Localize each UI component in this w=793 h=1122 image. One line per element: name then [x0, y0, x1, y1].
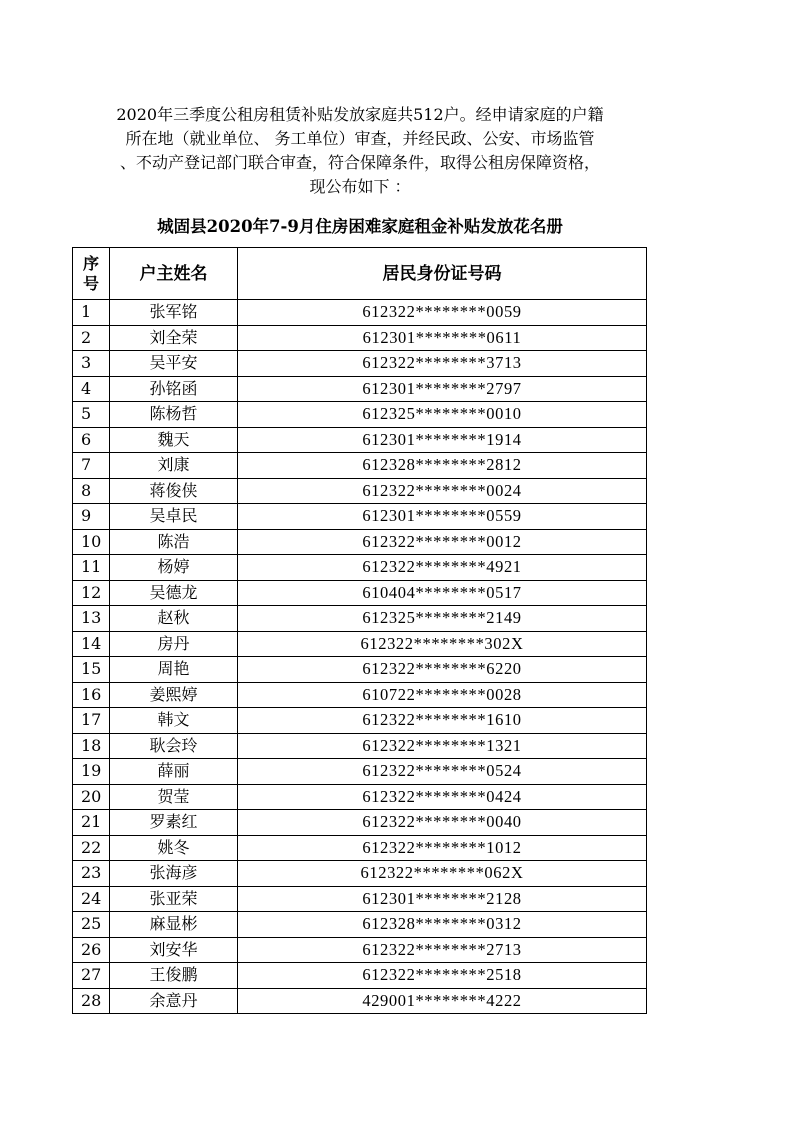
table-row [73, 504, 647, 530]
row-id-number: 612322********0024 [238, 478, 647, 504]
row-householder-name: 魏天 [110, 427, 238, 453]
row-serial-number: 27 [73, 963, 110, 989]
row-serial-number: 23 [73, 861, 110, 887]
row-householder-name: 刘安华 [110, 937, 238, 963]
row-serial-number: 11 [73, 555, 110, 581]
header-householder-name: 户主姓名 [110, 248, 238, 300]
row-householder-name: 张亚荣 [110, 886, 238, 912]
row-serial-number: 5 [73, 402, 110, 428]
row-householder-name: 孙铭函 [110, 376, 238, 402]
row-serial-number: 19 [73, 759, 110, 785]
table-row [73, 682, 647, 708]
row-id-number: 612322********0040 [238, 810, 647, 836]
row-serial-number: 15 [73, 657, 110, 683]
table-row [73, 580, 647, 606]
row-householder-name: 余意丹 [110, 988, 238, 1014]
row-id-number: 612328********2812 [238, 453, 647, 479]
subsidy-roster-table [72, 247, 647, 1014]
row-serial-number: 21 [73, 810, 110, 836]
table-row [73, 300, 647, 326]
row-serial-number: 8 [73, 478, 110, 504]
row-serial-number: 13 [73, 606, 110, 632]
row-id-number: 610404********0517 [238, 580, 647, 606]
row-id-number: 612325********0010 [238, 402, 647, 428]
row-householder-name: 张海彦 [110, 861, 238, 887]
row-householder-name: 姜熙婷 [110, 682, 238, 708]
row-id-number: 612322********302X [238, 631, 647, 657]
table-row [73, 759, 647, 785]
table-row [73, 606, 647, 632]
row-householder-name: 王俊鹏 [110, 963, 238, 989]
row-id-number: 612325********2149 [238, 606, 647, 632]
intro-line: 现公布如下 ： [309, 177, 411, 196]
header-serial-line1: 序 [82, 253, 99, 273]
row-id-number: 612322********3713 [238, 351, 647, 377]
table-row [73, 453, 647, 479]
row-serial-number: 26 [73, 937, 110, 963]
header-id-number: 居民身份证号码 [238, 248, 647, 300]
row-id-number: 612301********1914 [238, 427, 647, 453]
header-serial-line2: 号 [82, 273, 99, 293]
table-row [73, 529, 647, 555]
row-householder-name: 韩文 [110, 708, 238, 734]
row-serial-number: 4 [73, 376, 110, 402]
table-row [73, 835, 647, 861]
table-row [73, 886, 647, 912]
row-householder-name: 周艳 [110, 657, 238, 683]
row-serial-number: 12 [73, 580, 110, 606]
row-householder-name: 罗素红 [110, 810, 238, 836]
row-householder-name: 杨婷 [110, 555, 238, 581]
table-row [73, 937, 647, 963]
row-serial-number: 16 [73, 682, 110, 708]
intro-line: 所在地（就业单位、 务工单位）审查，并经民政、公安、市场监管 [125, 129, 595, 148]
table-body [73, 300, 647, 1014]
row-serial-number: 14 [73, 631, 110, 657]
header-serial-number [73, 248, 110, 300]
row-serial-number: 10 [73, 529, 110, 555]
row-id-number: 612328********0312 [238, 912, 647, 938]
row-serial-number: 6 [73, 427, 110, 453]
row-householder-name: 蒋俊侠 [110, 478, 238, 504]
row-householder-name: 刘全荣 [110, 325, 238, 351]
row-serial-number: 17 [73, 708, 110, 734]
row-householder-name: 张军铭 [110, 300, 238, 326]
row-householder-name: 耿会玲 [110, 733, 238, 759]
table-row [73, 657, 647, 683]
row-id-number: 612301********2128 [238, 886, 647, 912]
row-householder-name: 麻显彬 [110, 912, 238, 938]
table-row [73, 478, 647, 504]
table-row [73, 708, 647, 734]
row-householder-name: 房丹 [110, 631, 238, 657]
row-id-number: 612301********2797 [238, 376, 647, 402]
row-id-number: 612322********6220 [238, 657, 647, 683]
row-serial-number: 22 [73, 835, 110, 861]
intro-paragraph [74, 103, 646, 199]
row-householder-name: 赵秋 [110, 606, 238, 632]
row-id-number: 612322********2518 [238, 963, 647, 989]
intro-line: 、不动产登记部门联合审查，符合保障条件，取得公租房保障资格， [119, 153, 600, 172]
table-row [73, 427, 647, 453]
row-id-number: 612322********1012 [238, 835, 647, 861]
row-serial-number: 9 [73, 504, 110, 530]
row-serial-number: 24 [73, 886, 110, 912]
row-serial-number: 3 [73, 351, 110, 377]
row-id-number: 612301********0611 [238, 325, 647, 351]
row-serial-number: 7 [73, 453, 110, 479]
row-serial-number: 1 [73, 300, 110, 326]
row-serial-number: 18 [73, 733, 110, 759]
table-row [73, 351, 647, 377]
row-id-number: 612322********0012 [238, 529, 647, 555]
table-row [73, 555, 647, 581]
table-row [73, 861, 647, 887]
row-householder-name: 贺莹 [110, 784, 238, 810]
table-row [73, 376, 647, 402]
table-row [73, 631, 647, 657]
document-title: 城固县2020年7-9月住房困难家庭租金补贴发放花名册 [157, 217, 563, 236]
row-householder-name: 薛丽 [110, 759, 238, 785]
row-serial-number: 20 [73, 784, 110, 810]
row-id-number: 612322********4921 [238, 555, 647, 581]
row-id-number: 429001********4222 [238, 988, 647, 1014]
row-serial-number: 2 [73, 325, 110, 351]
row-householder-name: 吴德龙 [110, 580, 238, 606]
row-id-number: 612322********1321 [238, 733, 647, 759]
row-householder-name: 刘康 [110, 453, 238, 479]
table-row [73, 963, 647, 989]
row-id-number: 612322********062X [238, 861, 647, 887]
row-id-number: 612322********1610 [238, 708, 647, 734]
table-row [73, 810, 647, 836]
intro-line: 2020年三季度公租房租赁补贴发放家庭共512户。经申请家庭的户籍 [116, 105, 604, 124]
table-row [73, 912, 647, 938]
row-householder-name: 吴卓民 [110, 504, 238, 530]
table-row [73, 325, 647, 351]
table-row [73, 988, 647, 1014]
table-row [73, 733, 647, 759]
row-id-number: 612322********2713 [238, 937, 647, 963]
row-id-number: 612322********0524 [238, 759, 647, 785]
row-householder-name: 姚冬 [110, 835, 238, 861]
table-row [73, 784, 647, 810]
table-row [73, 402, 647, 428]
row-serial-number: 25 [73, 912, 110, 938]
row-id-number: 612322********0059 [238, 300, 647, 326]
table-header-row [73, 248, 647, 300]
row-id-number: 612301********0559 [238, 504, 647, 530]
row-householder-name: 陈浩 [110, 529, 238, 555]
row-id-number: 612322********0424 [238, 784, 647, 810]
row-serial-number: 28 [73, 988, 110, 1014]
row-householder-name: 陈杨哲 [110, 402, 238, 428]
row-householder-name: 吴平安 [110, 351, 238, 377]
row-id-number: 610722********0028 [238, 682, 647, 708]
